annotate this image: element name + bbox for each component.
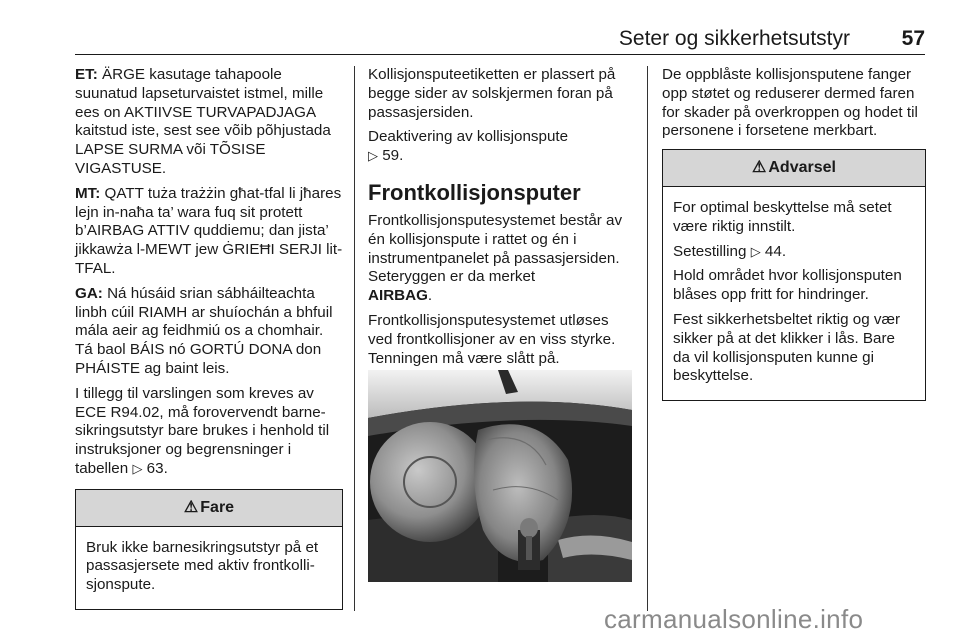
header-rule xyxy=(75,54,925,55)
page-number: 57 xyxy=(901,27,925,50)
warning-triangle-icon: ⚠ xyxy=(183,498,199,516)
running-header-title: Seter og sikkerhetsutstyr xyxy=(618,27,850,50)
warning-et xyxy=(75,66,343,179)
warning-box xyxy=(662,149,926,401)
protection-text: De oppblåste kollisjonsputene fanger opp støtet og reduserer dermed faren for skader på overkroppen og hodet til personene i forsetene merkbart. xyxy=(662,66,918,140)
airbag-deployed-photo xyxy=(368,370,632,582)
warning-et-text: ÄRGE kasutage tahapoole suunatud lapseturvaistet istmel, mille ees on AKTIIVSE TURVAPADJAGA kaitstud iste, sest see võib põhjustada LAPSE SURMA või TÕSISE VIGASTUSE. xyxy=(75,66,331,177)
column-left xyxy=(75,66,343,610)
danger-box xyxy=(75,489,343,610)
warning-box-title: Advarsel xyxy=(768,159,836,177)
danger-box-title: Fare xyxy=(200,498,235,516)
warning-item-belt: Fest sikkerhetsbeltet riktig og vær sikker på at det klikker i lås. Bare da vil kollisjonsputen kunne gi beskyttelse. xyxy=(673,310,901,385)
ece-paragraph-text: I tillegg til varslingen som kreves av ECE R94.02, må forovervendt barnesikringsutstyr bare brukes i henhold til instruksjoner og begrensninger i tabellen xyxy=(75,384,330,477)
airbag-marking: AIRBAG xyxy=(368,287,428,305)
warning-ga xyxy=(75,285,343,379)
column-middle xyxy=(368,66,634,374)
deployment-text: Frontkollisjonsputesystemet utløses ved frontkollisjoner av en viss styrke. Tenningen må være slått på. xyxy=(368,311,616,367)
page-ref-arrow-icon: ▷ xyxy=(368,148,378,164)
page-ref-link[interactable]: 59 xyxy=(382,147,400,165)
page-ref-link[interactable]: 63 xyxy=(146,459,164,477)
column-right xyxy=(662,66,926,401)
column-divider xyxy=(647,66,648,611)
front-airbag-description xyxy=(368,212,634,306)
warning-mt-text: QATT tuża trażżin għat-tfal li jħares lejn in-naħa ta’ wara fuq sit protett b’AIRBAG ATTIV quddiemu; dan jista’ jikkawża l-MEWT jew ĠRIEĦI SERJI lit-TFAL. xyxy=(75,184,343,277)
warning-triangle-icon: ⚠ xyxy=(752,159,767,177)
ece-paragraph: I tillegg til varslingen som kreves av ECE R94.02, må forovervendt barnesikringsutstyr bare brukes i henhold til instruksjoner og begrensninger i tabellen ▷ 63. xyxy=(75,384,330,477)
warning-item-area: Hold området hvor kollisjonsputen blåses opp fritt for hindringer. xyxy=(673,267,902,304)
lang-label-et: ET: xyxy=(75,66,98,83)
warning-box-header xyxy=(663,150,925,187)
warning-item-seat: For optimal beskyttelse må setet være riktig innstilt. xyxy=(673,198,892,235)
lang-label-ga: GA: xyxy=(75,284,103,302)
page-ref-arrow-icon: ▷ xyxy=(132,460,143,476)
front-airbag-text: Frontkollisjonsputesystemet består av én kollisjonspute i rattet og én i instrumentpanelet på passasjersiden. Seteryggen er da merket xyxy=(368,211,623,286)
section-heading: Frontkollisjonsputer xyxy=(368,179,581,205)
lang-label-mt: MT: xyxy=(75,184,101,202)
danger-box-header xyxy=(76,490,342,527)
deactivation-ref-text: Deaktivering av kollisjonspute xyxy=(368,128,569,146)
warning-item-seat-ref: Setestilling ▷ 44. xyxy=(673,242,787,260)
page-ref-arrow-icon: ▷ xyxy=(750,243,761,259)
label-location-text: Kollisjonsputeetiketten er plassert på begge sider av solskjermen foran på passasjersiden. xyxy=(368,66,616,121)
danger-box-text: Bruk ikke barnesikringsutstyr på et passasjersete med aktiv frontkollisjonspute. xyxy=(86,538,319,594)
warning-mt xyxy=(75,185,343,279)
airbag-marking-punct: . xyxy=(427,287,433,305)
deactivation-ref: Deaktivering av kollisjonspute ▷ 59. xyxy=(368,128,569,165)
seat-ref-text: Setestilling xyxy=(673,242,747,260)
page-ref-link[interactable]: 44 xyxy=(764,242,782,260)
warning-ga-text: Ná húsáid srian sábháilteachta linbh cúil RIAMH ar shuíochán a bhfuil mála aeir ag feidhmiú os a chomhair. Tá baol BÁIS nó GORTÚ DONA don PHÁISTE ag baint leis. xyxy=(75,284,333,377)
watermark: carmanualsonline.info xyxy=(604,604,864,634)
column-divider xyxy=(354,66,355,611)
